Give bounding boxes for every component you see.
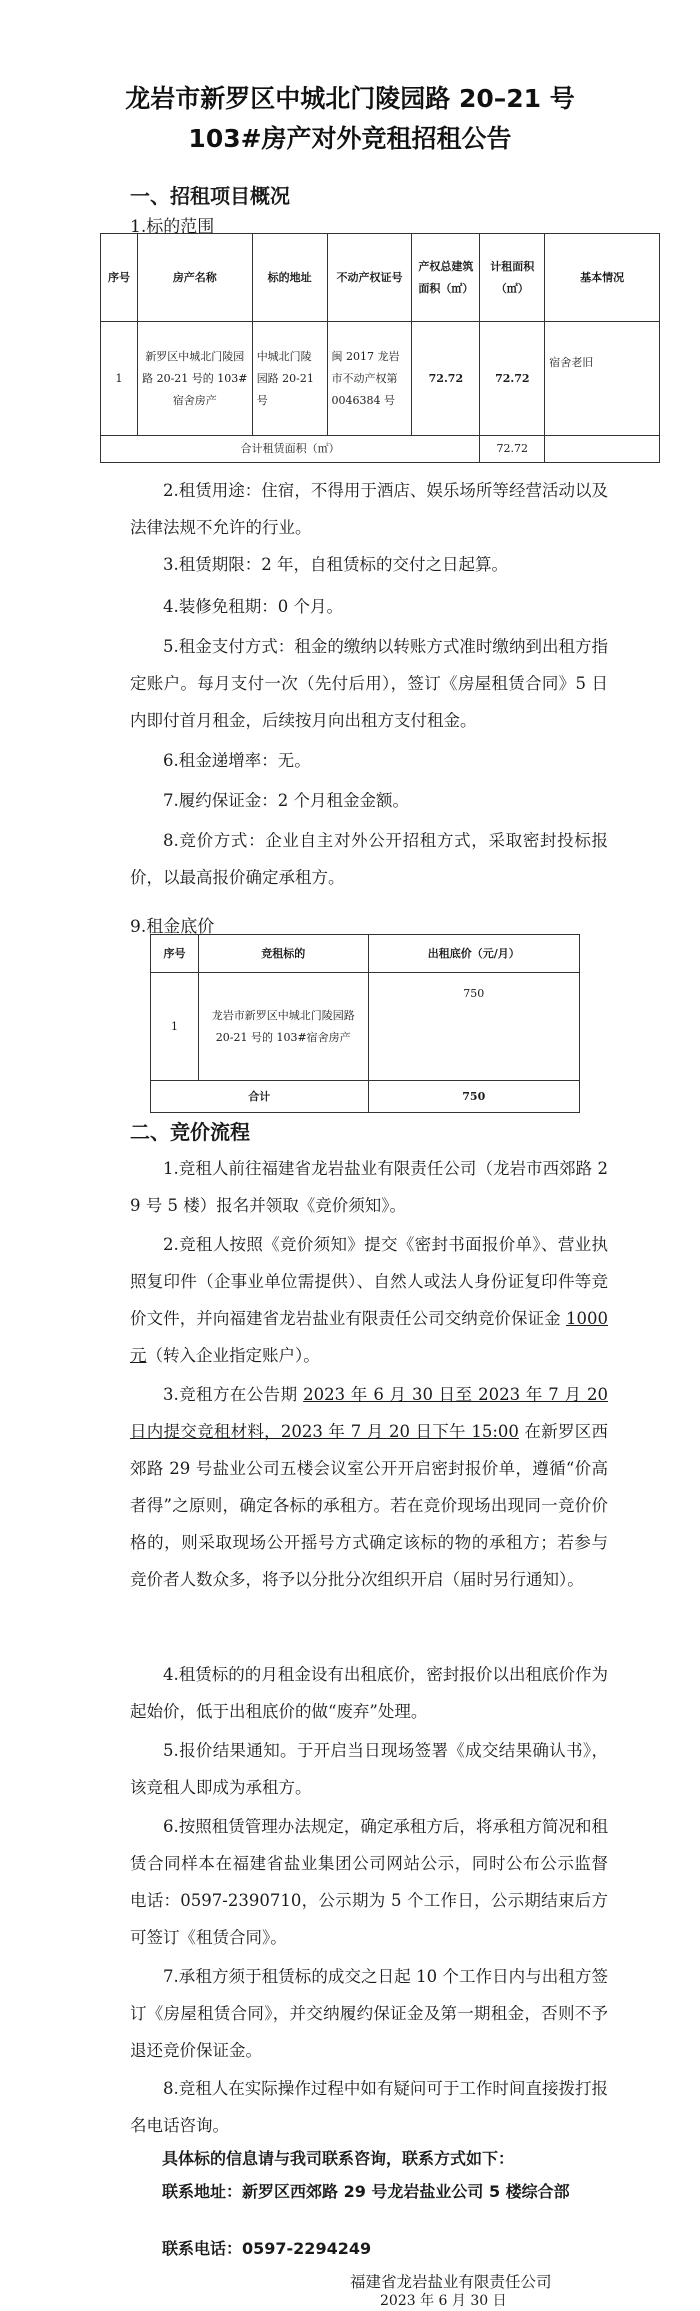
cell-address: 中城北门陵园路 20-21 号 — [252, 322, 327, 436]
total-area-label: 合计租赁面积（㎡） — [101, 436, 480, 463]
item-term: 3.租赁期限：2 年，自租赁标的交付之日起算。 — [163, 555, 508, 574]
flow-item-4: 4.租赁标的的月租金设有出租底价，密封报价以出租底价作为起始价，低于出租底价的做“废弃”处理。 — [130, 1665, 608, 1721]
contact-intro: 具体标的信息请与我司联系咨询，联系方式如下： — [162, 2149, 515, 2168]
flow-item-3-tail: 在新罗区西郊路 29 号盐业公司五楼会议室公开开启密封报价单，遵循“价高者得”之原则，确定各标的承租方。若在竞价现场出现同一竞价价格的，则采取现场公开摇号方式确定该标的物的承租方；若参与竞价者人数众多，将予以分批分次组织开启（届时另行通知）。 — [130, 1422, 608, 1589]
sub-base-price: 9.租金底价 — [130, 917, 215, 937]
base-price-table — [150, 934, 580, 1113]
item-usage: 2.租赁用途：住宿，不得用于酒店、娱乐场所等经营活动以及法律法规不允许的行业。 — [130, 481, 608, 537]
title-line-1: 龙岩市新罗区中城北门陵园路 20–21 号 — [125, 84, 575, 113]
base-price-total — [151, 1081, 580, 1113]
bp-total-value: 750 — [368, 1081, 579, 1113]
th-total-area: 产权总建筑面积（㎡） — [412, 234, 480, 322]
table-row — [101, 322, 660, 436]
th-bp-no: 序号 — [151, 935, 199, 973]
scope-table — [100, 233, 660, 463]
sub-scope: 1.标的范围 — [130, 217, 215, 237]
th-bp-name: 竞租标的 — [198, 935, 368, 973]
cell-total-area: 72.72 — [412, 322, 480, 436]
th-name: 房产名称 — [137, 234, 252, 322]
scope-table-total — [101, 436, 660, 463]
item-increase: 6.租金递增率：无。 — [163, 751, 311, 770]
signature-date: 2023 年 6 月 30 日 — [380, 2293, 507, 2309]
item-deposit: 7.履约保证金：2 个月租金金额。 — [163, 791, 409, 810]
cell-bp-name: 龙岩市新罗区中城北门陵园路 20-21 号的 103#宿舍房产 — [198, 973, 368, 1081]
signature-company: 福建省龙岩盐业有限责任公司 — [350, 2273, 552, 2291]
item-payment: 5.租金支付方式：租金的缴纳以转账方式准时缴纳到出租方指定账户。每月支付一次（先付后用），签订《房屋租赁合同》5 日内即付首月租金，后续按月向出租方支付租金。 — [130, 637, 608, 730]
cell-basic: 宿舍老旧 — [545, 322, 660, 436]
section2-heading: 二、竞价流程 — [130, 1120, 250, 1144]
cell-name: 新罗区中城北门陵园路 20-21 号的 103#宿舍房产 — [137, 322, 252, 436]
bp-total-label: 合计 — [151, 1081, 369, 1113]
flow-item-2-tail: （转入企业指定账户）。 — [146, 1346, 320, 1365]
flow-item-8: 8.竞租人在实际操作过程中如有疑问可于工作时间直接拨打报名电话咨询。 — [130, 2079, 608, 2135]
th-basic: 基本情况 — [545, 234, 660, 322]
flow-item-7: 7.承租方须于租赁标的成交之日起 10 个工作日内与出租方签订《房屋租赁合同》，并交纳履约保证金及第一期租金，否则不予退还竞价保证金。 — [130, 1967, 608, 2060]
total-area-empty — [545, 436, 660, 463]
scope-table-header — [101, 234, 660, 322]
contact-phone: 联系电话：0597-2294249 — [162, 2239, 372, 2258]
base-price-header — [151, 935, 580, 973]
cell-rent-area: 72.72 — [480, 322, 545, 436]
total-area-value: 72.72 — [480, 436, 545, 463]
th-address: 标的地址 — [252, 234, 327, 322]
cell-cert: 闽 2017 龙岩市不动产权第 0046384 号 — [327, 322, 412, 436]
th-no: 序号 — [101, 234, 138, 322]
item-free-period: 4.装修免租期：0 个月。 — [163, 597, 343, 616]
flow-item-1: 1.竞租人前往福建省龙岩盐业有限责任公司（龙岩市西郊路 29 号 5 楼）报名并领取《竞价须知》。 — [130, 1159, 608, 1215]
contact-address: 联系地址：新罗区西郊路 29 号龙岩盐业公司 5 楼综合部 — [162, 2182, 570, 2201]
cell-bp-price: 750 — [368, 973, 579, 1081]
flow-item-2 — [130, 1226, 608, 1374]
deposit-amount: 1000 元 — [130, 1309, 608, 1365]
item-bidding: 8.竞价方式：企业自主对外公开招租方式，采取密封投标报价，以最高报价确定承租方。 — [130, 831, 608, 887]
th-bp-price: 出租底价（元/月） — [368, 935, 579, 973]
table-row — [151, 973, 580, 1081]
bidding-period: 2023 年 6 月 30 日至 2023 年 7 月 20 日内提交竞租材料，2023 年 7 月 20 日下午 15:00 — [130, 1385, 608, 1441]
section1-heading: 一、招租项目概况 — [130, 184, 290, 208]
flow-item-5: 5.报价结果通知。于开启当日现场签署《成交结果确认书》，该竞租人即成为承租方。 — [130, 1741, 608, 1797]
cell-no: 1 — [101, 322, 138, 436]
th-cert: 不动产权证号 — [327, 234, 412, 322]
flow-item-2-text: 2.竞租人按照《竞价须知》提交《密封书面报价单》、营业执照复印件（企事业单位需提供）、自然人或法人身份证复印件等竞价文件，并向福建省龙岩盐业有限责任公司交纳竞价保证金 — [130, 1235, 608, 1328]
th-rent-area: 计租面积（㎡） — [480, 234, 545, 322]
cell-bp-no: 1 — [151, 973, 199, 1081]
title-line-2: 103#房产对外竞租招租公告 — [188, 124, 512, 153]
flow-item-3-text: 3.竞租方在公告期 — [163, 1385, 304, 1404]
flow-item-6: 6.按照租赁管理办法规定，确定承租方后，将承租方简况和租赁合同样本在福建省盐业集团公司网站公示，同时公布公示监督电话：0597-2390710，公示期为 5 个工作日，公示期结束后方可签订《租赁合同》。 — [130, 1817, 608, 1947]
flow-item-3 — [130, 1376, 608, 1598]
